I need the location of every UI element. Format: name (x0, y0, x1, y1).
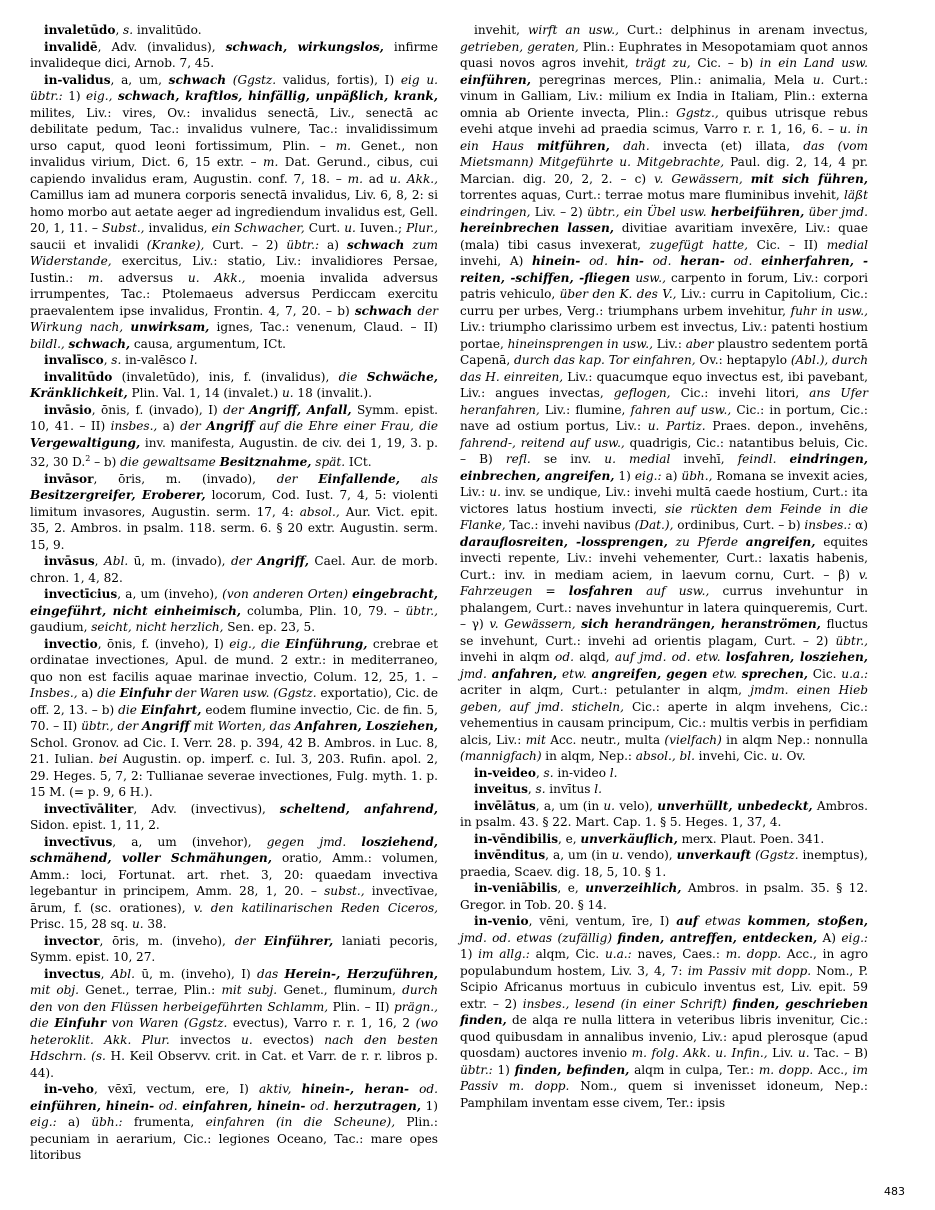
dictionary-entry: in-validus, a, um, schwach (Ggstz. validus, fortis), I) eig u. übtr.: 1) eig., schwach, kraftlos, hinfällig, unpäßlich, krank, milites, Liv.: vires, Ov.: invalidus senectā, Liv., senectā ac debilitate pedum, Tac.: invalidus vulnere, Tac.: invalidissimum urso caput, quod leoni fortissimum, Plin. – m. Genet., non invalidus virium, Dict. 6, 15 extr. – m. Dat. Gerund., cibus, cui capiendo invalidus eram, Augustin. conf. 7, 18. – m. ad u. Akk., Camillus iam ad munera corporis senectā invalidus, Liv. 6, 8, 2: si homo morbo aut aetate aeger ad ingrediendum invalidus est, Gell. 20, 1, 11. – Subst., invalidus, ein Schwacher, Curt. u. Iuven.; Plur., saucii et invalidi (Kranke), Curt. – 2) übtr.: a) schwach zum Widerstande, exercitus, Liv.: statio, Liv.: invalidiores Persae, Iustin.: m. adversus u. Akk., moenia invalida adversus irrumpentes, Tac.: Ptolemaeus adversus Perdiccam exercitu praevalentem ipse invalidus, Frontin. 4, 7, 20. – b) schwach der Wirkung nach, unwirksam, ignes, Tac.: venenum, Claud. – II) bildl., schwach, causa, argumentum, ICt. (30, 72, 439, 351)
dictionary-entry: invalīsco, s. in-valēsco l. (44, 353, 198, 367)
dictionary-entry: inveitus, s. invītus l. (474, 782, 602, 796)
dictionary-entry: invalitūdo (invaletūdo), inis, f. (invalidus), die Schwäche, Kränklichkeit, Plin. Val. 1, 14 (invalet.) u. 18 (invalit.). (30, 369, 438, 400)
left-column (30, 22, 438, 1164)
dictionary-entry: invectīvāliter, Adv. (invectivus), scheltend, anfahrend, Sidon. epist. 1, 11, 2. (30, 801, 438, 833)
dictionary-entry-continuation: invehit, wirft an usw., Curt.: delphinus in arenam invectus, getrieben, geraten, Plin.: Euphrates in Mesopotamiam quot annos quasi novos agros invehit, trägt zu, Cic. – b) in ein Land usw. einführen, peregrinas merces, Plin.: animalia, Mela u. Curt.: vinum in Galliam, Liv.: milium ex India in Italiam, Plin.: externa omnia ab Oriente invecta, Plin.: Ggstz., quibus utrisque rebus evehi atque invehi ad praedia scimus, Varro r. r. 1, 16, 6. – u. in ein Haus mitführen, dah. invecta (et) illata, das (vom Mietsmann) Mitgeführte u. Mitgebrachte, Paul. dig. 2, 14, 4 pr. Marcian. dig. 20, 2, 2. – c) v. Gewässern, mit sich führen, torrentes aquas, Curt.: terrae motus mare fluminibus invehit, läßt eindringen, Liv. – 2) übtr., ein Übel usw. herbeiführen, über jmd. hereinbrechen lassen, divitiae avaritiam invexēre, Liv.: quae (mala) tibi casus invexerat, zugefügt hatte, Cic. – II) medial invehi, A) hinein- od. hin- od. heran- od. einherfahren, -reiten, -schiffen, -fliegen usw., carpento in forum, Liv.: corpori patris vehiculo, über den K. des V., Liv.: curru in Capitolium, Cic.: curru per urbes, Verg.: triumphans urbem invehitur, fuhr in usw., Liv.: triumpho clarissimo urbem est invectus, Liv.: patenti hostium portae, hineinsprengen in usw., Liv.: aber plaustro sedentem portā Capenā, durch das kap. Tor einfahren, Ov.: heptapylo (Abl.), durch das H. einreiten, Liv.: quacumque equo invectus est, ibi pavebant, Liv.: angues invectas, geflogen, Cic.: invehi litori, ans Ufer heranfahren, Liv.: flumine, fahren auf usw., Cic.: in portum, Cic.: nave ad ostium portus, Liv.: u. Partiz. Praes. depon., invehēns, fahrend-, reitend auf usw., quadrigis, Cic.: natantibus beluis, Cic. – B) refl. se inv. u. medial invehī, feindl. eindringen, einbrechen, angreifen, 1) eig.: a) übh., Romana se invexit acies, Liv.: u. inv. se undique, Liv.: invehi multā caede hostium, Curt.: ita victores latus hostium invecti, sie rückten dem Feinde in die Flanke, Tac.: invehi navibus (Dat.), ordinibus, Curt. – b) insbes.: α) darauflosreiten, -lossprengen, zu Pferde angreifen, equites invecti repente, Liv.: invehi vehementer, Curt.: laxatis habenis, Curt.: inv. in mediam aciem, in laevum cornu, Curt. – β) v. Fahrzeugen = losfahren auf usw., currus invehuntur in phalangem, Curt.: naves invehuntur in latera quinqueremis, Curt. – γ) v. Gewässern, sich herandrängen, heranströmen, fluctus se invehunt, Curt.: invehi ad orientis plagam, Curt. – 2) übtr., invehi in alqm od. alqd, auf jmd. od. etw. losfahren, losziehen, jmd. anfahren, etw. angreifen, gegen etw. sprechen, Cic. u.a.: acriter in alqm, Curt.: petulanter in alqm, jmdm. einen Hieb geben, auf jmd. sticheln, Cic.: aperte in alqm invehens, Cic.: vehementius in causam principum, Cic.: multis verbis in perfidiam alcis, Liv.: mit Acc. neutr., multa (vielfach) in alqm Nep.: nonnulla (mannigfach) in alqm, Nep.: absol., bl. invehi, Cic. u. Ov. (460, 23, 869, 763)
dictionary-entry: invectīcius, a, um (inveho), (von anderen Orten) eingebracht, eingeführt, nicht einheimisch, columba, Plin. 10, 79. – übtr., gaudium, seicht, nicht herzlich, Sen. ep. 23, 5. (30, 587, 438, 635)
dictionary-entry: invector, ōris, m. (inveho), der Einführer, laniati pecoris, Symm. epist. 10, 27. (30, 933, 438, 965)
dictionary-entry: invaletūdo, s. invalitūdo. (44, 23, 202, 37)
dictionary-entry: in-veho, vēxī, vectum, ere, I) aktiv, hinein-, heran- od. einführen, hinein- od. einfahren, hinein- od. herzutragen, 1) eig.: a) übh.: frumenta, einfahren (in die Scheune), Plin.: pecuniam in aerarium, Cic.: legiones Oceano, Tac.: mare opes litoribus (30, 1082, 438, 1163)
page-number: 483 (884, 1185, 905, 1198)
dictionary-entry: invectio, ōnis, f. (inveho), I) eig., die Einführung, crebrae et ordinatae invectiones, Apul. de mund. 2 extr.: in mediterraneo, quo non est facilis aquae marinae invectio, Colum. 12, 25, 1. – Insbes., a) die Einfuhr der Waren usw. (Ggstz. exportatio), Cic. de off. 2, 13. – b) die Einfahrt, eodem flumine invectio, Cic. de fin. 5, 70. – II) übtr., der Angriff mit Worten, das Anfahren, Losziehen, Schol. Gronov. ad Cic. I. Verr. 28. p. 394, 42 B. Ambros. in Luc. 8, 21. Iulian. bei Augustin. op. imperf. c. Iul. 3, 203. Rufin. apol. 2, 29. Heges. 5, 7, 2: Tullianae severae invectiones, Fulg. myth. 1. p. 15 M. (= p. 9, 6 H.). (30, 636, 439, 800)
dictionary-entry: invāsor, ōris, m. (invado), der Einfallende, als Besitzergreifer, Eroberer, locorum, Cod. Iust. 7, 4, 5: violenti limitum invasores, Augustin. serm. 17, 4: absol., Aur. Vict. epit. 35, 2. Ambros. in psalm. 118. serm. 6. § 20 extr. Augustin. serm. 15, 9. (30, 471, 438, 552)
dictionary-entry: invēlātus, a, um (in u. velo), unverhüllt, unbedeckt, Ambros. in psalm. 43. § 22. Mart. Cap. 1. § 5. Heges. 1, 37, 4. (460, 798, 868, 829)
dictionary-entry: in-veideo, s. in-video l. (474, 765, 618, 780)
page-columns (30, 22, 905, 1164)
dictionary-entry: invāsio, ōnis, f. (invado), I) der Angriff, Anfall, Symm. epist. 10, 41. – II) insbes., a) der Angriff auf die Ehre einer Frau, die Vergewaltigung, inv. manifesta, Augustin. de civ. dei 1, 19, 3. p. 32, 30 D.$^2$ – b) die gewaltsame Besitznahme, spät. ICt. (30, 402, 439, 470)
dictionary-entry: in-veniābilis, e, unverzeihlich, Ambros. in psalm. 35. § 12. Gregor. in Tob. 20. § 14. (460, 881, 868, 912)
dictionary-entry: invalidē, Adv. (invalidus), schwach, wirkungslos, infirme invalideque dici, Arnob. 7, 45. (30, 39, 439, 70)
dictionary-entry: invectīvus, a, um (invehor), gegen jmd. losziehend, schmähend, voller Schmähungen, oratio, Amm.: volumen, Amm.: loci, Fortunat. art. rhet. 3, 20: quaedam invectiva legebantur in principem, Amm. 28, 1, 20. – subst., invectīvae, ārum, f. (sc. orationes), v. den katilinarischen Reden Ciceros, Prisc. 15, 28 sq. u. 38. (30, 834, 439, 932)
right-column (460, 22, 868, 1111)
dictionary-entry: invectus, Abl. ū, m. (inveho), I) das Herein-, Herzuführen, mit obj. Genet., terrae, Plin.: mit subj. Genet., fluminum, durch den von den Flüssen herbeigeführten Schlamm, Plin. – II) prägn., die Einfuhr von Waren (Ggstz. evectus), Varro r. r. 1, 16, 2 (wo heteroklit. Akk. Plur. invectos u. evectos) nach den besten Hdschrn. (s. H. Keil Observv. crit. in Cat. et Varr. de r. r. libros p. 44). (30, 966, 439, 1080)
dictionary-entry: in-venio, vēni, ventum, īre, I) auf etwas kommen, stoßen, jmd. od. etwas (zufällig) finden, antreffen, entdecken, A) eig.: 1) im allg.: alqm, Cic. u.a.: naves, Caes.: m. dopp. Acc., in agro populabundum hostem, Liv. 3, 4, 7: im Passiv mit dopp. Nom., P. Scipio Africanus mortuus in cubiculo inventus est, Liv. epit. 59 extr. – 2) insbes., lesend (in einer Schrift) finden, geschrieben finden, de alqa re nulla littera in veteribus libris invenitur, Cic.: quod quibusdam in annalibus invenio, Liv.: apud plerosque (apud quosdam) auctores invenio m. folg. Akk. u. Infin., Liv. u. Tac. – B) übtr.: 1) finden, befinden, alqm in culpa, Ter.: m. dopp. Acc., im Passiv m. dopp. Nom., quem si invenisset idoneum, Nep.: Pamphilam inventam esse civem, Ter.: ipsis (460, 914, 868, 1110)
dictionary-entry: invēnditus, a, um (in u. vendo), unverkauft (Ggstz. inemptus), praedia, Scaev. dig. 18, 5, 10. § 1. (460, 848, 868, 879)
dictionary-entry: in-vēndibilis, e, unverkäuflich, merx. Plaut. Poen. 341. (474, 831, 825, 846)
dictionary-entry: invāsus, Abl. ū, m. (invado), der Angriff, Cael. Aur. de morb. chron. 1, 4, 82. (30, 554, 438, 585)
